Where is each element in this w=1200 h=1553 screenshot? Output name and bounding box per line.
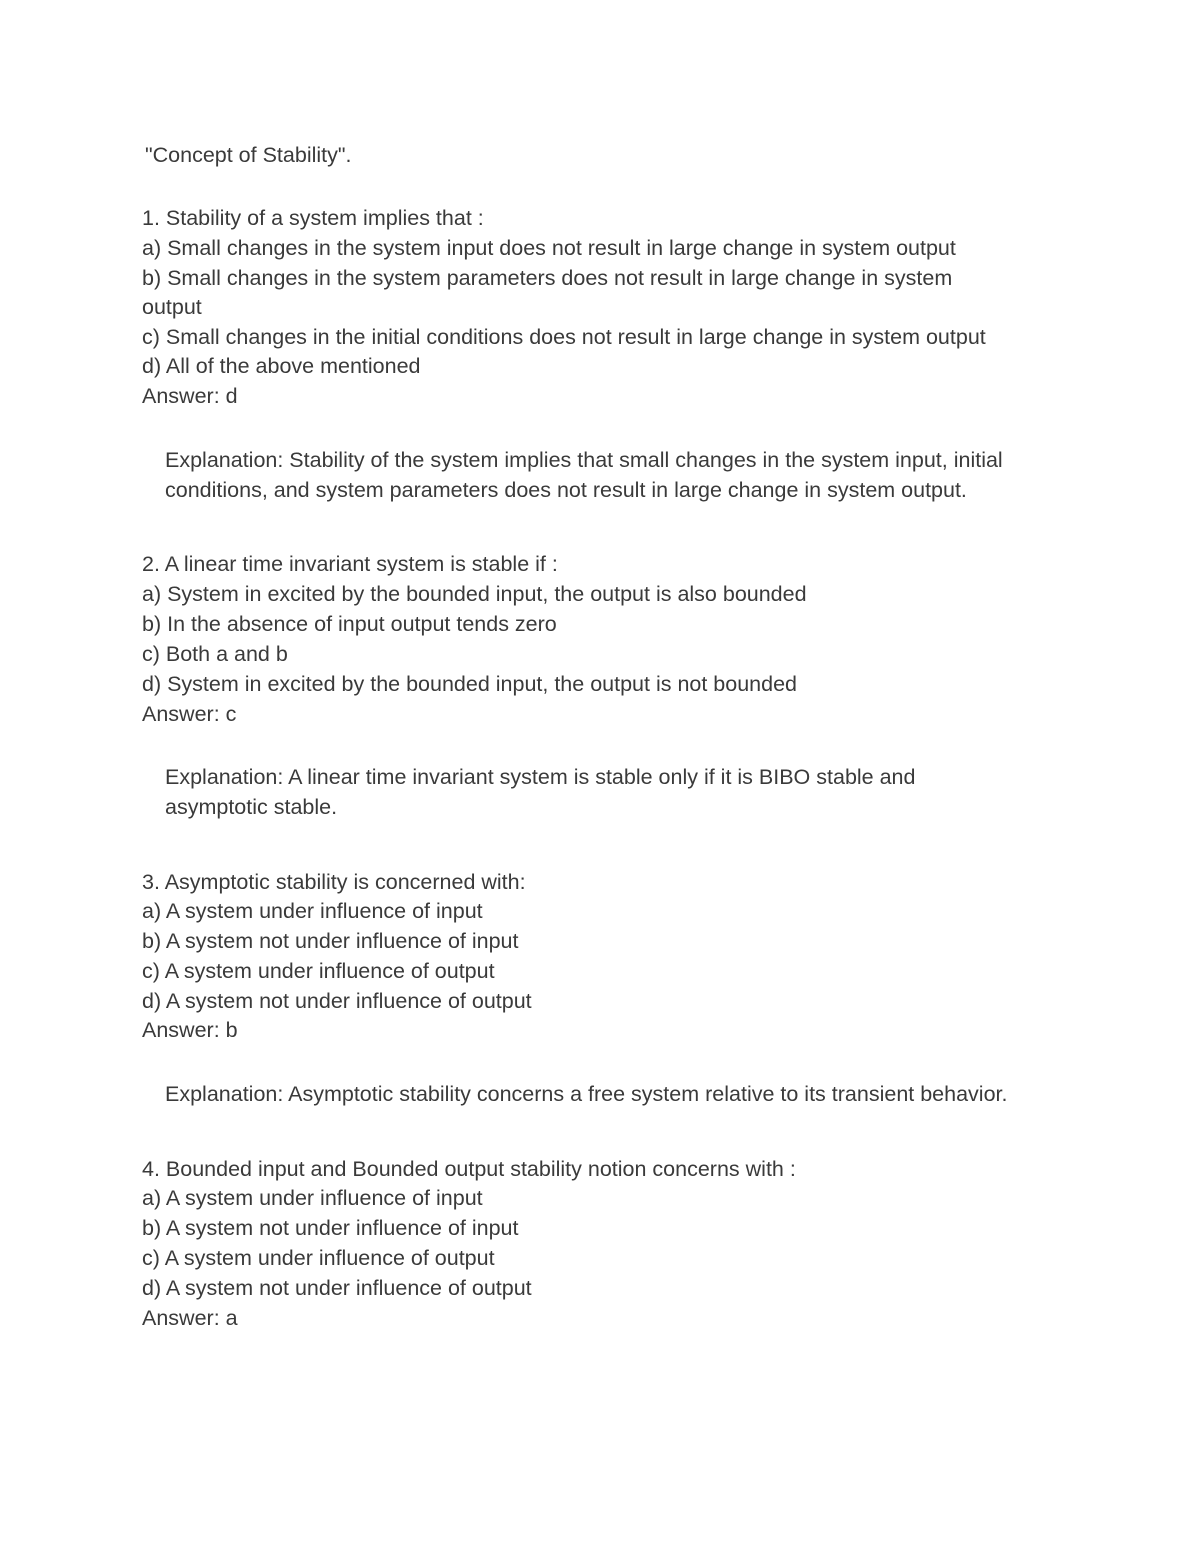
question-4-option-d: d) A system not under influence of output (142, 1276, 532, 1300)
question-3: 3. Asymptotic stability is concerned with: (142, 870, 526, 894)
question-2-explanation-line-2: asymptotic stable. (165, 795, 338, 819)
question-4-answer: Answer: a (142, 1306, 238, 1330)
question-4-option-a: a) A system under influence of input (142, 1186, 483, 1210)
question-1-option-b-continued: output (142, 295, 202, 319)
question-3-explanation-line-1: Explanation: Asymptotic stability concerns a free system relative to its transient behavior. (165, 1082, 1008, 1106)
question-2: 2. A linear time invariant system is stable if : (142, 552, 558, 576)
question-4-option-b: b) A system not under influence of input (142, 1216, 519, 1240)
question-2-option-b: b) In the absence of input output tends zero (142, 612, 557, 636)
document-title: "Concept of Stability". (145, 143, 352, 167)
question-3-option-c: c) A system under influence of output (142, 959, 495, 983)
question-4-option-c: c) A system under influence of output (142, 1246, 495, 1270)
question-3-option-b: b) A system not under influence of input (142, 929, 519, 953)
question-2-option-d: d) System in excited by the bounded input, the output is not bounded (142, 672, 798, 696)
question-1-option-b: b) Small changes in the system parameters does not result in large change in system (142, 266, 953, 290)
question-2-option-a: a) System in excited by the bounded input, the output is also bounded (142, 582, 807, 606)
question-1-explanation-line-1: Explanation: Stability of the system implies that small changes in the system input, initial (165, 448, 1003, 472)
question-2-answer: Answer: c (142, 702, 237, 726)
question-3-option-a: a) A system under influence of input (142, 899, 483, 923)
question-1-answer: Answer: d (142, 384, 238, 408)
question-3-option-d: d) A system not under influence of output (142, 989, 532, 1013)
question-3-answer: Answer: b (142, 1018, 238, 1042)
question-4: 4. Bounded input and Bounded output stability notion concerns with : (142, 1157, 796, 1181)
question-1: 1. Stability of a system implies that : (142, 206, 484, 230)
question-1-option-d: d) All of the above mentioned (142, 354, 421, 378)
question-2-option-c: c) Both a and b (142, 642, 288, 666)
question-1-option-a: a) Small changes in the system input does not result in large change in system output (142, 236, 956, 260)
question-1-explanation-line-2: conditions, and system parameters does not result in large change in system output. (165, 478, 967, 502)
question-2-explanation-line-1: Explanation: A linear time invariant system is stable only if it is BIBO stable and (165, 765, 916, 789)
question-1-option-c: c) Small changes in the initial conditions does not result in large change in system output (142, 325, 986, 349)
